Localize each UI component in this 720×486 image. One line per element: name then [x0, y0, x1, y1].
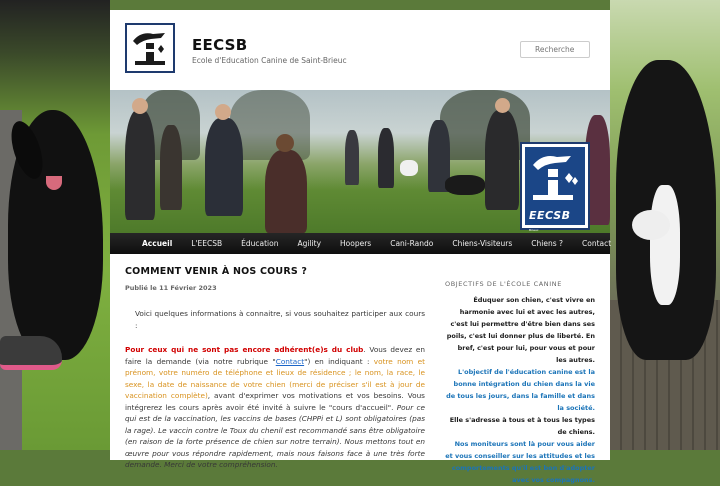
header-banner-photo	[110, 90, 610, 233]
main-navigation	[110, 233, 610, 254]
nav-item-agility[interactable]: Agility	[297, 239, 322, 248]
nav-item-contact[interactable]: Contact	[582, 239, 612, 248]
vaccination-note: Pour ce qui est de la vaccination, les vaccins de bases (CHPPi et L) sont obligatoires (pas la rage). Le vaccin contre le Toux du chenil est recommandé sans être obligatoire (en raison de la forte présence de chien sur notre terrain). Nous mettons tout en œuvre pour vous répondre rapidement, mais nous faisons face à une très forte demande. Merci de votre compréhension.	[125, 402, 425, 469]
masthead	[110, 10, 610, 90]
post-intro: Voici quelques informations à connaitre, si vous souhaitez participer aux cours :	[135, 309, 425, 330]
banner-logo-tagline: Ecole d'Education Canine de Saint-Brieuc	[529, 224, 582, 232]
dog-lighthouse-logo-icon	[525, 147, 585, 207]
nav-item-leecsb[interactable]: L'EECSB	[191, 239, 223, 248]
site-logo[interactable]	[125, 23, 175, 73]
search-input[interactable]	[520, 41, 590, 58]
nav-item-chiens[interactable]: Chiens ?	[531, 239, 564, 248]
widget-text-objective: L'objectif de l'éducation canine est la bonne intégration du chien dans la vie de tous les jours, dans la famille et dans la société.	[446, 368, 595, 412]
banner-logo-text: EECSB	[529, 209, 571, 222]
nav-item-accueil[interactable]: Accueil	[142, 239, 173, 248]
banner-logo	[520, 142, 590, 230]
post-date: Publié le 11 Février 2023	[125, 284, 217, 292]
background-right-dog	[610, 0, 720, 450]
site-description: Ecole d'Education Canine de Saint-Brieuc	[192, 56, 347, 65]
nav-item-chiens-visiteurs[interactable]: Chiens-Visiteurs	[452, 239, 513, 248]
nav-item-education[interactable]: Éducation	[241, 239, 279, 248]
post-article	[125, 266, 425, 471]
site-title[interactable]: EECSB	[192, 36, 248, 54]
contact-link[interactable]: Contact	[275, 356, 305, 366]
widget-text-monitors: Nos moniteurs sont là pour vous aider et vous conseiller sur les attitudes et les comportements qu'il est bon d'adopter avec vos compagnons.	[445, 440, 595, 484]
non-member-highlight: Pour ceux qui ne sont pas encore adhérent(e)s du club	[125, 345, 364, 354]
post-title[interactable]: COMMENT VENIR À NOS COURS ?	[125, 266, 308, 277]
post-paragraph	[125, 344, 425, 471]
required-info-highlight: votre nom et prénom, votre numéro de téléphone et lieux de résidence ; le nom, la race, le sexe, la date de naissance de votre chien (merci de préciser s'il est à jour de vaccination complète)	[125, 356, 425, 400]
paragraph-text: . Vous devez en faire la demande (via notre rubrique "	[125, 345, 425, 366]
widget-title: OBJECTIFS DE L'ÉCOLE CANINE	[445, 280, 562, 288]
widget-text-audience: Elle s'adresse à tous et à tous les types de chiens.	[449, 416, 595, 436]
dog-lighthouse-logo-icon	[127, 25, 173, 71]
nav-item-cani-rando[interactable]: Cani-Rando	[390, 239, 434, 248]
widget-text: Éduquer son chien, c'est vivre en harmonie avec lui et avec les autres, c'est lui permettre d'être bien dans ses poils, c'est lui donner plus de liberté. En bref, c'est pour lui, pour vous et pour les autres.	[446, 296, 595, 364]
paragraph-text: , avant d'exprimer vos motivations et vos besoins. Vous intégrerez les cours après avoir été invité à suivre le "cours d'accueil".	[125, 391, 425, 412]
paragraph-text: ") en indiquant :	[304, 356, 374, 366]
sidebar-widget	[445, 280, 595, 486]
background-left-dog	[0, 0, 110, 450]
page	[110, 10, 612, 484]
nav-item-hoopers[interactable]: Hoopers	[340, 239, 372, 248]
